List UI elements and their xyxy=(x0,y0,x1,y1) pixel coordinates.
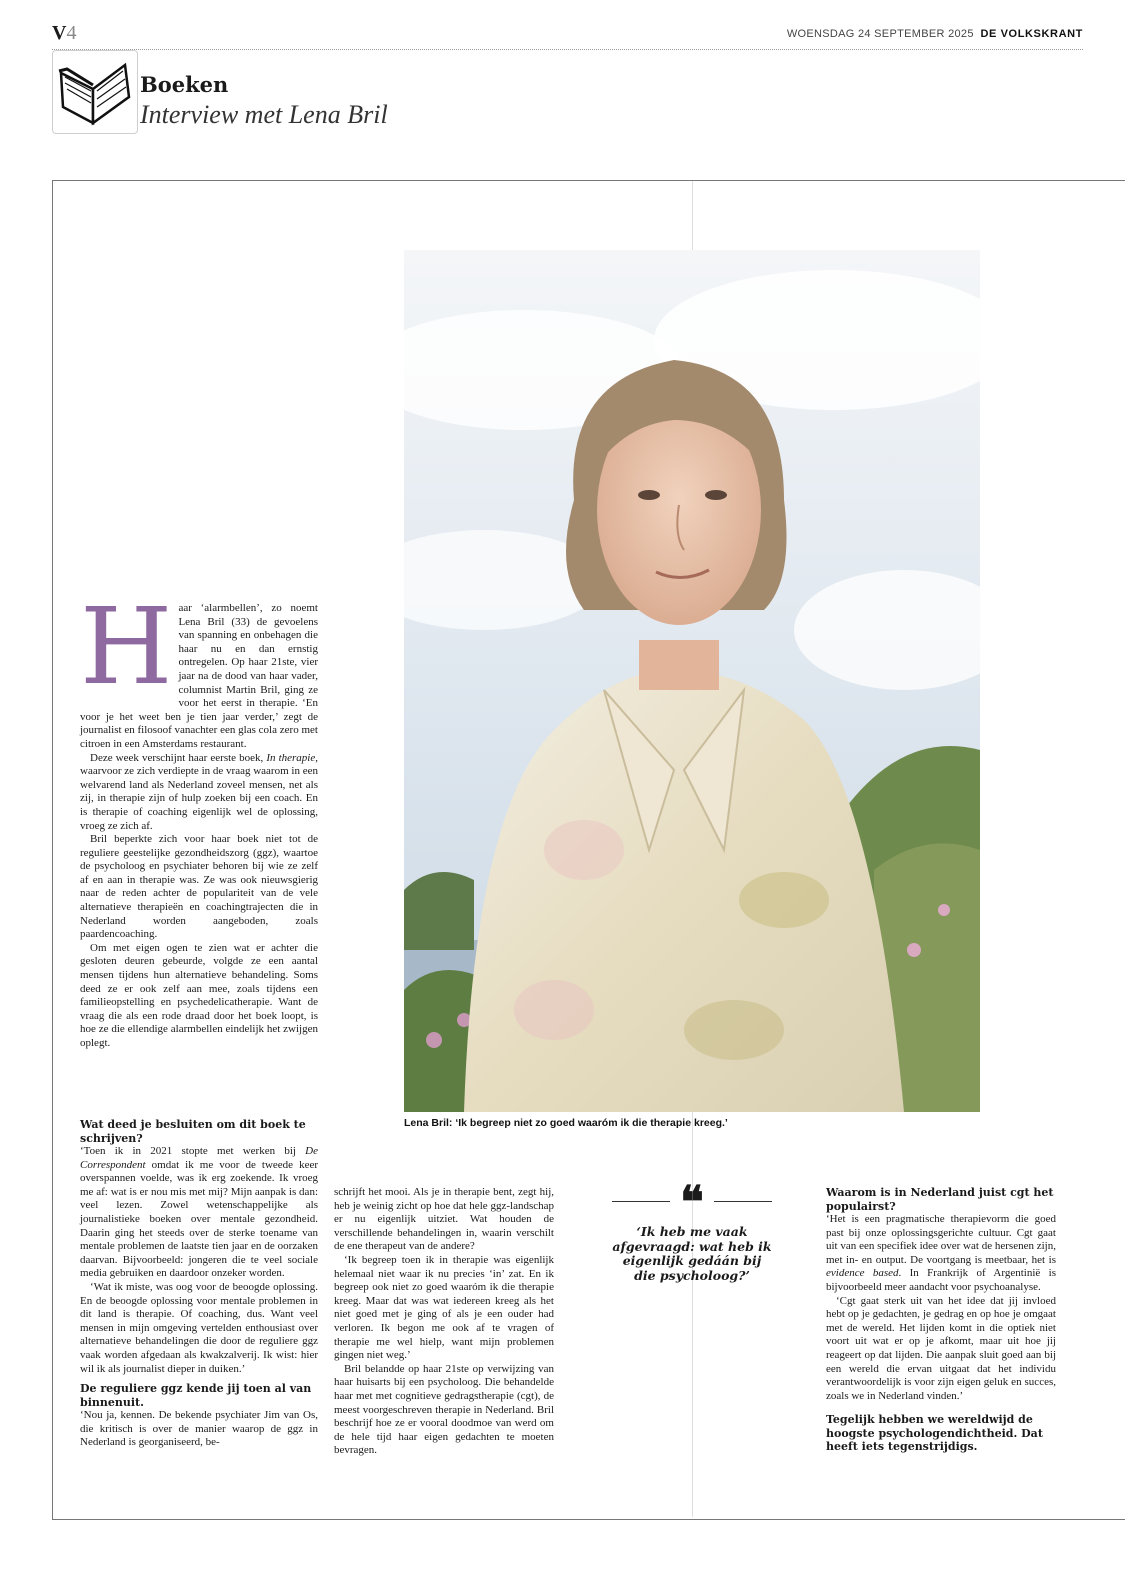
intro-paragraph-1: aar ‘alarmbellen’, zo noemt Lena Bril (33) de gevoelens van spanning en onbehagen die haar nu en dan ernstig ontregelen. Op haar 21ste, vier jaar na de dood van haar vader, columnist Martin Bril, ging ze voor het eerst in therapie. ‘En voor je het weet ben je tien jaar verder,’ zegt de journalist en filosoof vanachter een glas cola zero met citroen in een Amsterdams restaurant. xyxy=(80,602,318,750)
section-subtitle: Interview met Lena Bril xyxy=(140,100,388,129)
quote-mark-icon: ❝ xyxy=(680,1177,704,1228)
intro-paragraph-3: Bril beperkte zich voor haar boek niet tot de reguliere geestelijke gezondheidszorg (ggz), waartoe de psycholoog en psychiater behoren bij wie ze zelf af en aan in therapie was. Ze was ook nieuwsgierig naar de reden achter de populariteit van de vele alternatieve therapieën en coachingtrajecten die in Nederland worden aangeboden, zoals paardencoaching. xyxy=(80,833,318,941)
question-3: Waarom is in Nederland juist cgt het populairst? xyxy=(826,1186,1054,1213)
book-title: In therapie xyxy=(266,751,316,764)
publication-title: De Correspondent xyxy=(80,1145,318,1171)
page-number: V4 xyxy=(52,22,77,44)
portrait-photo xyxy=(404,250,980,1112)
answer-2: ‘Wat ik miste, was oog voor de beoogde oplossing. En de beoogde oplossing voor mentale problemen in dit land is therapie. Of coaching, dus. Want veel mensen in mijn omgeving vertelden enthousiast over alternatieve behandelingen die door de reguliere ggz vaak worden afgedaan als kwakzalverij. Ik wist: hier wil ik als journalist dieper in duiken.’ xyxy=(80,1280,318,1375)
answer-1: ‘Toen ik in 2021 stopte met werken bij De Correspondent omdat ik me voor de tweede keer overspannen voelde, was ik erg zoekende. Ik vroeg me af: wat is er nou mis met mij? Mijn aanpak is dan: veel lezen. Zowel wetenschappelijke als journalistieke boeken over mentale gezondheid. Daarin ging het steeds over de sterke toename van mentale problemen de laatste tien jaar en de oorzaken daarvan. Bijvoorbeeld: jongeren die te veel sociale media gebruiken en daardoor onzeker worden. xyxy=(80,1145,318,1280)
question-1: Wat deed je besluiten om dit boek te schrijven? xyxy=(80,1118,306,1145)
answer-3: ‘Nou ja, kennen. De bekende psychiater Jim van Os, die kritisch is over de manier waarop de ggz in Nederland is georganiseerd, be- xyxy=(80,1409,318,1449)
quote-rule-right xyxy=(714,1201,772,1202)
section-icon-box xyxy=(52,50,138,134)
intro-paragraph-2: Deze week verschijnt haar eerste boek, In therapie, waarvoor ze zich verdiepte in de vraag waarom in een welvarend land als Nederland zoveel mensen, net als zij, in therapie zijn of hulp zoeken bij een coach. En is therapie of coaching eigenlijk wel de oplossing, vroeg ze zich af. xyxy=(80,751,318,832)
issue-date: WOENSDAG 24 SEPTEMBER 2025 xyxy=(786,28,974,40)
column-1 xyxy=(80,1112,318,1450)
publication-name: DE VOLKSKRANT xyxy=(980,28,1083,40)
col2-paragraph-2: ‘Ik begreep toen ik in therapie was eigenlijk helemaal niet waar ik nu precies ‘in’ zat. En ik begreep ook niet zo goed waaróm ik die therapie kreeg. Maar dat was wat iedereen kreeg als het niet goed met je ging of als je een ouder had verloren. Ik begon me ook af te vragen of therapie me wel hielp, want mijn problemen gingen niet weg.’ xyxy=(334,1253,554,1362)
column-4 xyxy=(826,1186,1056,1454)
quote-rule-left xyxy=(612,1201,670,1202)
column-2 xyxy=(334,1186,554,1458)
col2-paragraph-3: Bril belandde op haar 21ste op verwijzing van haar huisarts bij een psycholoog. Die behandelde haar met met cognitieve gedragstherapie (cgt), de meest voorgeschreven therapie in Nederland. Bril beschrijf hoe ze er vooral doodmoe van werd om de hele tijd haar eigen gedachten te moeten bevragen. xyxy=(334,1362,554,1457)
intro-column xyxy=(80,585,318,1051)
answer-5: ‘Cgt gaat sterk uit van het idee dat jij invloed hebt op je gedachten, je gedrag en op hoe je omgaat met de wereld. Het lijden komt in die optiek niet voort uit wat er op je afkomt, maar uit hoe jij reageert op dat lijden. Die aanpak sluit goed aan bij een wereld die ervan uitgaat dat het individu verantwoordelijk is voor zijn eigen geluk en succes, zoals we in Nederland vinden.’ xyxy=(826,1294,1056,1402)
term-evidence-based: evidence based xyxy=(826,1267,899,1280)
dropcap: H xyxy=(80,585,173,708)
pull-quote xyxy=(612,1177,772,1283)
question-4: Tegelijk hebben we wereldwijd de hoogste psychologendichtheid. Dat heeft iets tegenstrijdigs. xyxy=(826,1413,1043,1454)
intro-paragraph-4: Om met eigen ogen te zien wat er achter die gesloten deuren gebeurde, volgde ze een aantal mensen tijdens hun alternatieve behandeling. Soms deed ze er ook zelf aan mee, zoals tijdens een familieopstelling en psychedelicatherapie. Want de vraag die als een rode draad door het boek loopt, is hoe ze die ellendige alarmbellen eindelijk het zwijgen oplegt. xyxy=(80,941,318,1049)
photo-caption: Lena Bril: ‘Ik begreep niet zo goed waaróm ik die therapie kreeg.’ xyxy=(404,1117,728,1129)
question-2: De reguliere ggz kende jij toen al van binnenuit. xyxy=(80,1382,312,1409)
answer-4: ‘Het is een pragmatische therapievorm die goed past bij onze oplossingsgerichte cultuur. Cgt gaat uit van een specifiek idee over wat de hersenen zijn, met in- en output. De voortgang is meetbaar, het is evidence based. In Frankrijk of Argentinië is bijvoorbeeld meer aandacht voor psychoanalyse. xyxy=(826,1213,1056,1293)
open-book-icon xyxy=(53,51,137,133)
col2-paragraph-1: schrijft het mooi. Als je in therapie bent, zegt hij, heb je weinig zicht op hoe dat hele ggz-landschap er nu eigenlijk uitziet. Wat houden de verschillende behandelingen in, waarin verschilt de ene therapeut van de andere? xyxy=(334,1186,554,1253)
quote-text: ‘Ik heb me vaak afgevraagd: wat heb ik eigenlijk gedáán bij die psycholoog?’ xyxy=(612,1224,772,1283)
section-title: Boeken xyxy=(140,72,229,97)
masthead xyxy=(787,28,1083,40)
header-rule xyxy=(52,49,1083,50)
portrait-illustration xyxy=(404,250,980,1112)
